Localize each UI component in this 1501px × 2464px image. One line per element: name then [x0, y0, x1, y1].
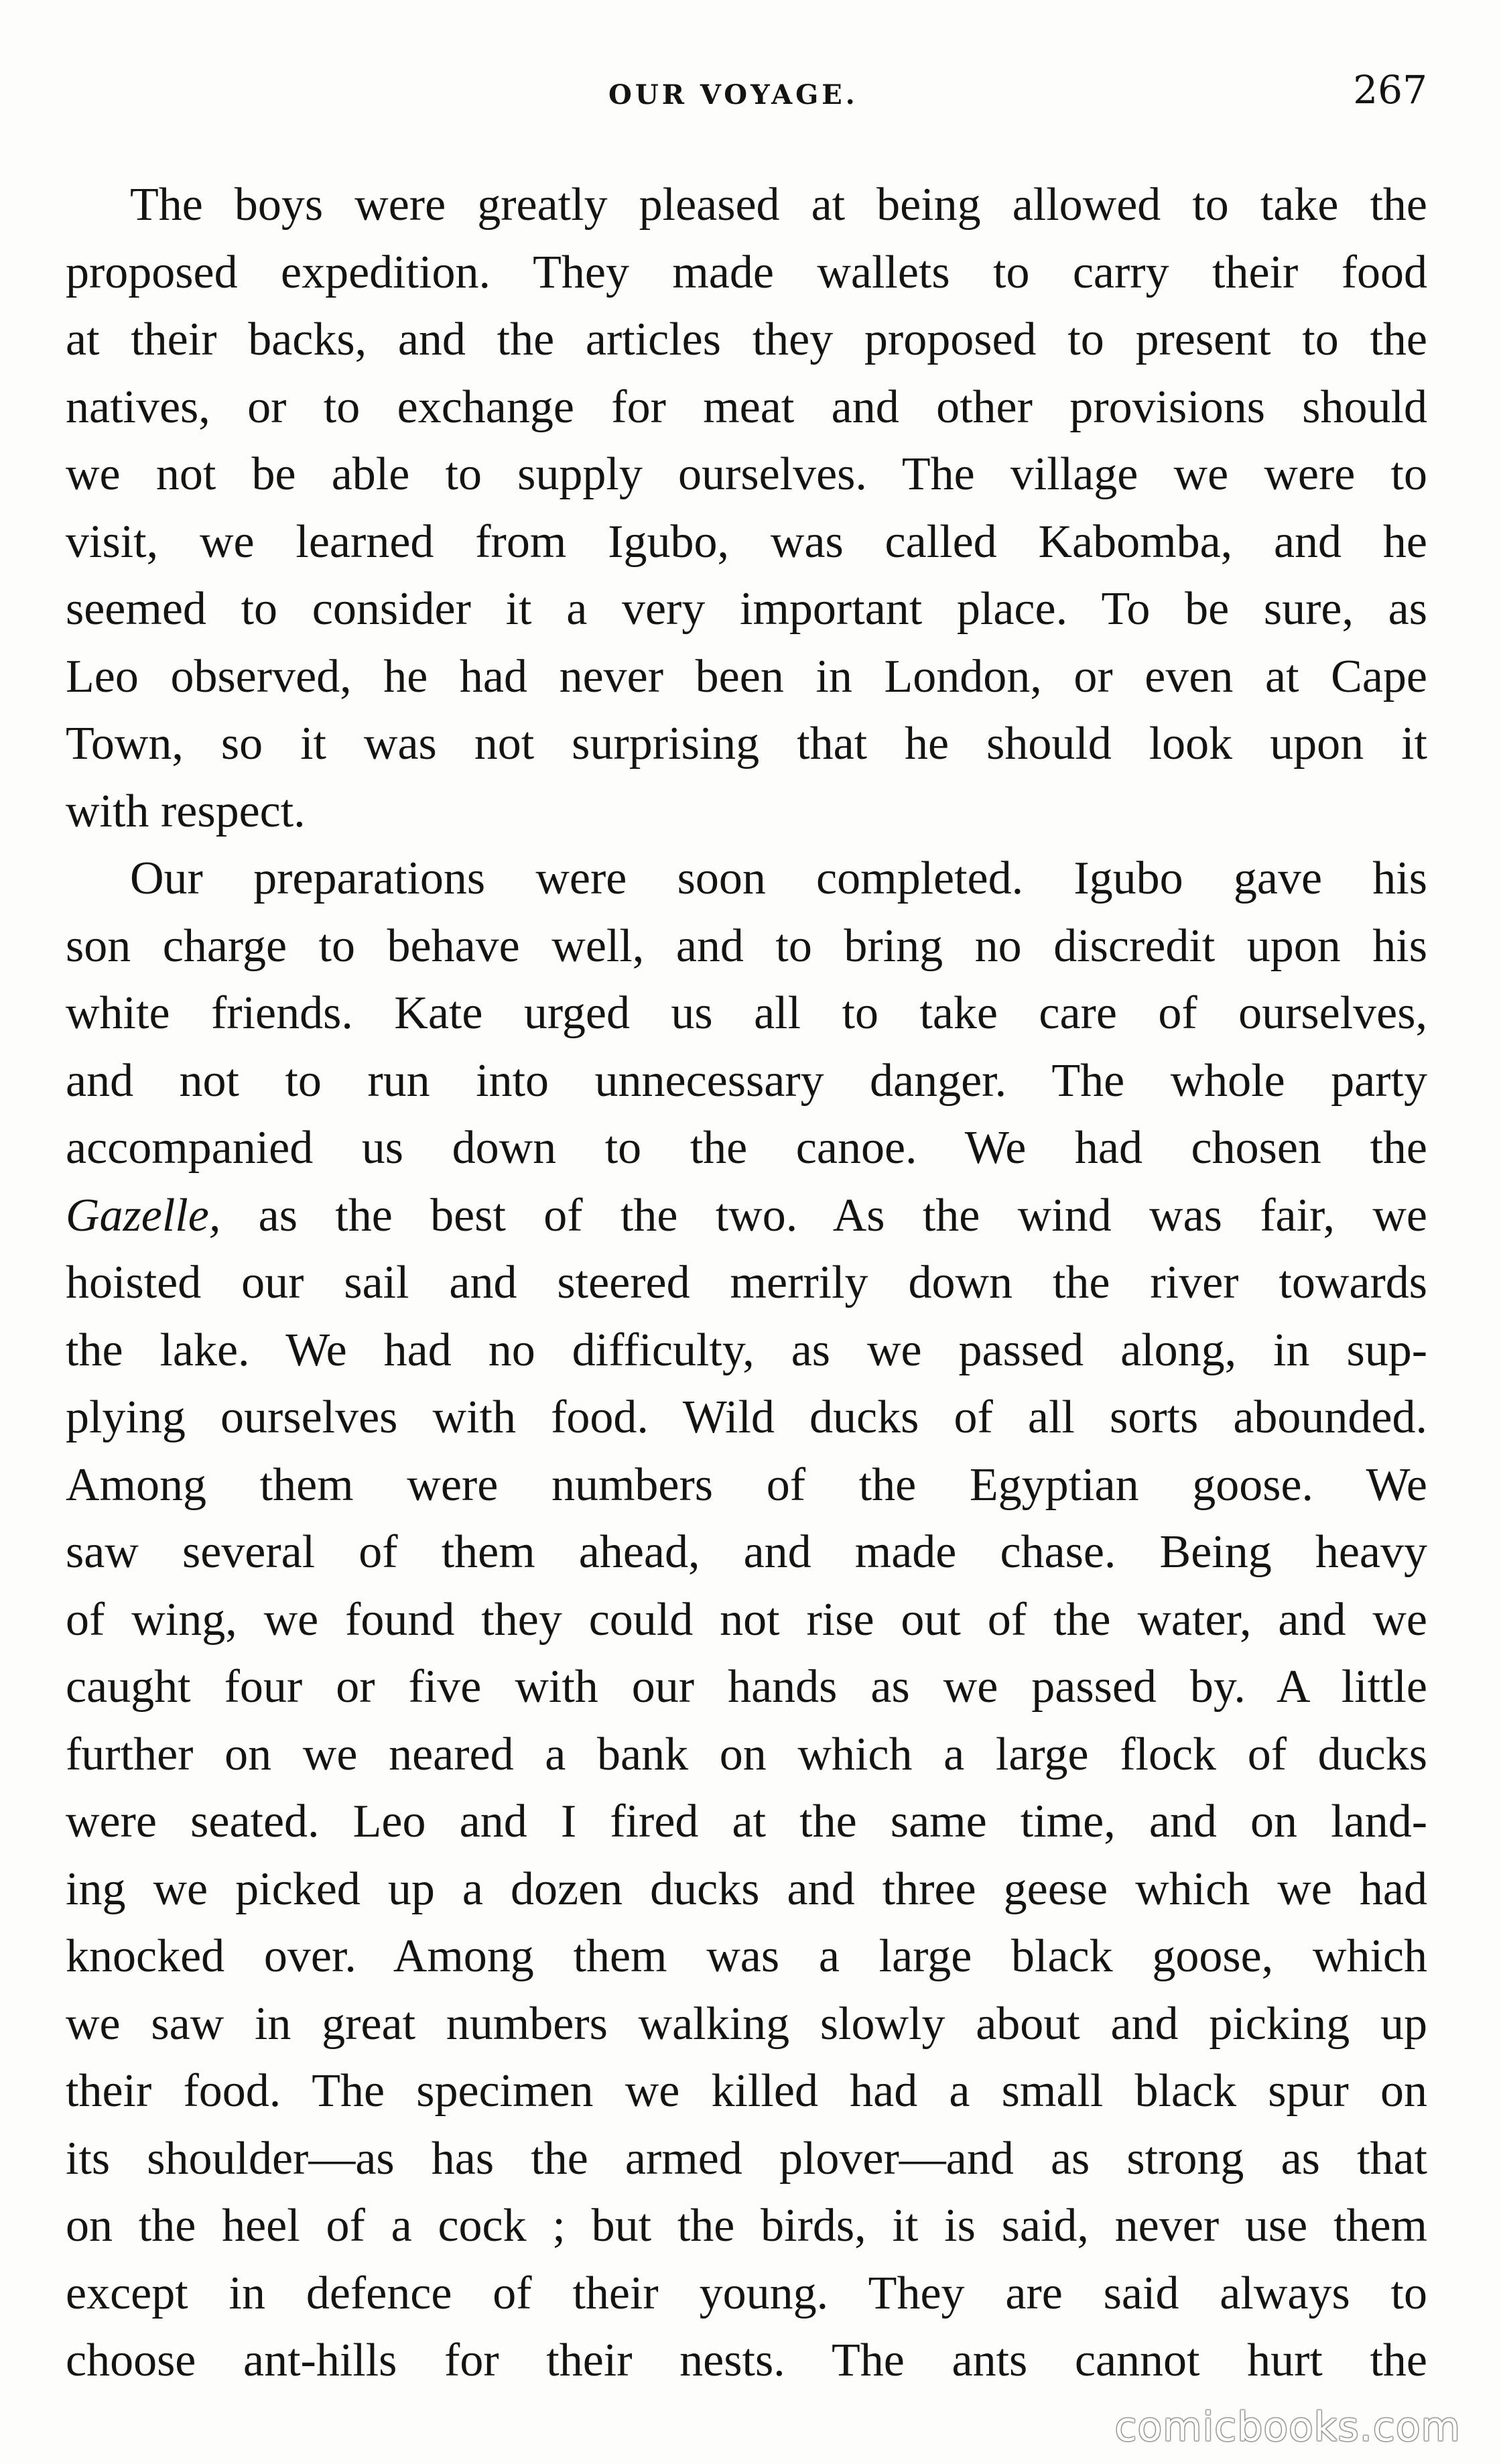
- text-line: ing we picked up a dozen ducks and three geese which we had: [66, 1863, 1427, 1915]
- text-line: at their backs, and the articles they proposed to present to the: [66, 314, 1427, 365]
- text-line: we not be able to supply ourselves. The village we were to: [66, 448, 1427, 500]
- text-line: with respect.: [66, 785, 306, 837]
- text-line: natives, or to exchange for meat and other provisions should: [66, 381, 1427, 433]
- text-line: visit, we learned from Igubo, was called Kabomba, and he: [66, 515, 1427, 568]
- text-line: hoisted our sail and steered merrily down the river towards: [66, 1257, 1427, 1308]
- paragraph-1: [66, 172, 1427, 845]
- text-line: the lake. We had no difficulty, as we passed along, in sup-: [66, 1324, 1427, 1376]
- text-line: caught four or five with our hands as we passed by. A little: [66, 1661, 1427, 1713]
- text-line: its shoulder—as has the armed plover—and as strong as that: [66, 2132, 1427, 2184]
- text-line: further on we neared a bank on which a large flock of ducks: [66, 1728, 1427, 1780]
- text-line-rest: as the best of the two. As the wind was fair, we: [220, 1189, 1427, 1241]
- text-line: plying ourselves with food. Wild ducks of all sorts abounded.: [66, 1392, 1427, 1443]
- running-title: OUR VOYAGE.: [608, 79, 858, 111]
- text-line: Our preparations were soon completed. Igubo gave his: [130, 853, 1427, 904]
- text-line: seemed to consider it a very important place. To be sure, as: [66, 583, 1427, 635]
- body-text: [66, 172, 1427, 2395]
- ship-name-italic: Gazelle,: [66, 1189, 221, 1241]
- text-line: knocked over. Among them was a large black goose, which: [66, 1930, 1427, 1982]
- text-line: proposed expedition. They made wallets to carry their food: [66, 246, 1427, 298]
- text-line: Leo observed, he had never been in London, or even at Cape: [66, 650, 1427, 702]
- watermark: comicbooks.com: [1114, 2404, 1461, 2451]
- running-head: [0, 67, 1501, 127]
- text-line: of wing, we found they could not rise out of the water, and we: [66, 1593, 1427, 1646]
- text-line: accompanied us down to the canoe. We had chosen the: [66, 1122, 1427, 1174]
- text-line: on the heel of a cock ; but the birds, it is said, never use them: [66, 2200, 1427, 2252]
- text-line: Among them were numbers of the Egyptian goose. We: [66, 1459, 1427, 1511]
- text-line: saw several of them ahead, and made chase. Being heavy: [66, 1526, 1427, 1578]
- text-line: and not to run into unnecessary danger. The whole party: [66, 1054, 1427, 1107]
- text-line: were seated. Leo and I fired at the same time, and on land-: [66, 1796, 1427, 1847]
- text-line: Town, so it was not surprising that he should look upon it: [66, 718, 1427, 769]
- text-line: white friends. Kate urged us all to take care of ourselves,: [66, 987, 1427, 1039]
- text-line: their food. The specimen we killed had a small black spur on: [66, 2065, 1427, 2117]
- text-line: choose ant-hills for their nests. The ants cannot hurt the: [66, 2335, 1427, 2386]
- text-line: [66, 1182, 1427, 1250]
- text-line: we saw in great numbers walking slowly about and picking up: [66, 1997, 1427, 2050]
- paragraph-2: [66, 845, 1427, 2395]
- page-number: 267: [1353, 67, 1427, 113]
- text-line: son charge to behave well, and to bring no discredit upon his: [66, 920, 1427, 972]
- text-line: except in defence of their young. They are said always to: [66, 2267, 1427, 2319]
- text-line: The boys were greatly pleased at being allowed to take the: [130, 179, 1427, 231]
